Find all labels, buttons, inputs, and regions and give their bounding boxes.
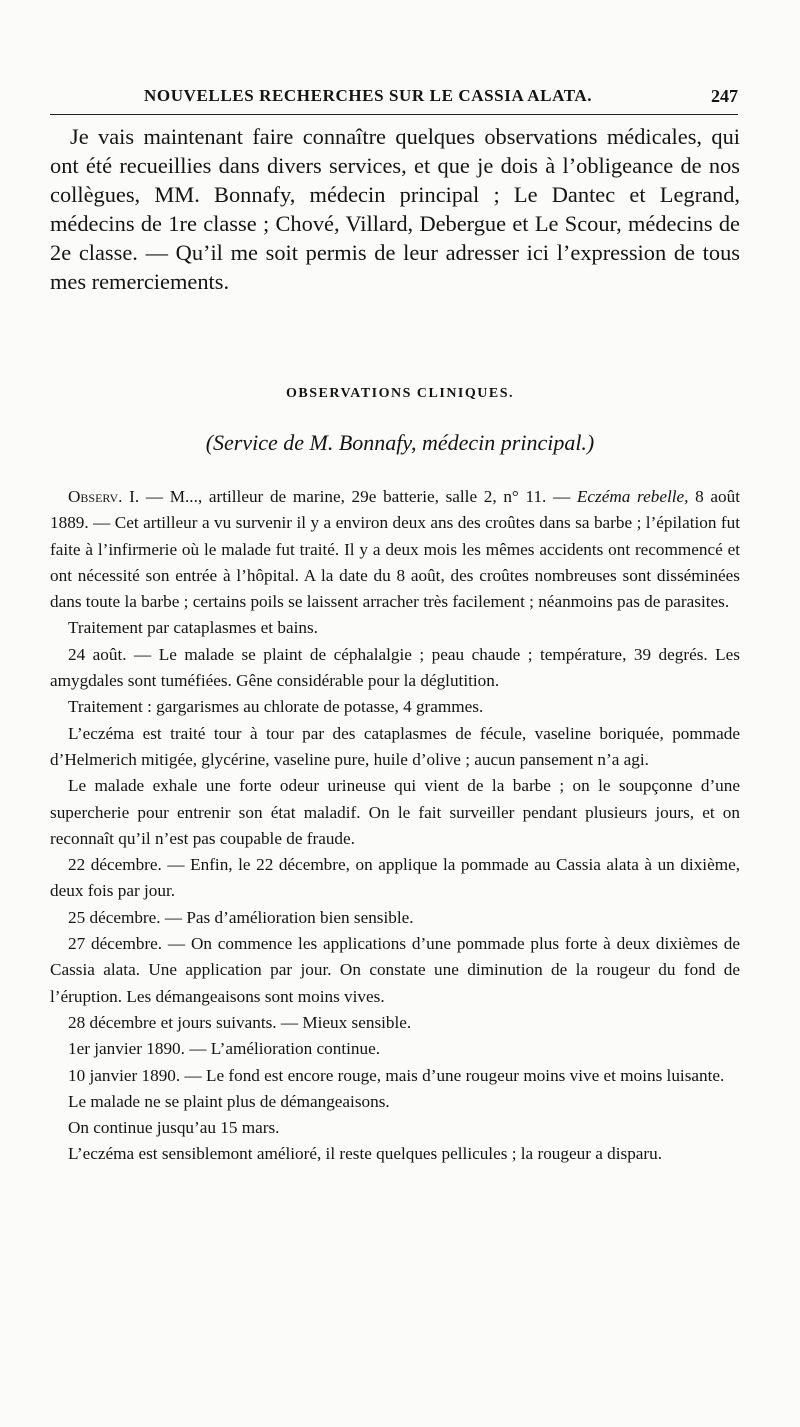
paragraph-10: 1er janvier 1890. — L’amélioration continue. <box>68 1039 380 1059</box>
paragraph-4: L’eczéma est traité tour à tour par des cataplasmes de fécule, vaseline boriquée, pommade d’Helmerich mitigée, glycérine, vaseline pure, huile d’olive ; aucun pansement n’a agi. <box>50 723 740 769</box>
intro-paragraph <box>50 122 740 296</box>
paragraph-7: 25 décembre. — Pas d’amélioration bien sensible. <box>68 907 414 927</box>
paragraph-6: 22 décembre. — Enfin, le 22 décembre, on applique la pommade au Cassia alata à un dixième, deux fois par jour. <box>50 855 740 901</box>
paragraph-12: Le malade ne se plaint plus de démangeaisons. <box>68 1091 390 1111</box>
paragraph-3: Traitement : gargarismes au chlorate de potasse, 4 grammes. <box>68 697 484 717</box>
running-header <box>50 84 738 115</box>
paragraph-9: 28 décembre et jours suivants. — Mieux sensible. <box>68 1012 412 1032</box>
page-number: 247 <box>711 86 738 106</box>
paragraph-14: L’eczéma est sensiblemont amélioré, il reste quelques pellicules ; la rougeur a disparu. <box>68 1144 663 1164</box>
observation-diagnosis: Eczéma rebelle, <box>576 487 689 506</box>
paragraph-11: 10 janvier 1890. — Le fond est encore rouge, mais d’une rougeur moins vive et moins luisante. <box>68 1065 725 1085</box>
observation-opening <box>50 484 740 615</box>
paragraph-8: 27 décembre. — On commence les applications d’une pommade plus forte à deux dixièmes de Cassia alata. Une application par jour. On constate une diminution de la rougeur du fond de l’éruption. Les démangeaisons sont moins vives. <box>50 934 740 1006</box>
paragraph-5: Le malade exhale une forte odeur urineuse qui vient de la barbe ; on le soupçonne d’une supercherie pour entrenir son état maladif. On le fait surveiller pendant plusieurs jours, et on reconnaît qu’il n’est pas coupable de fraude. <box>50 776 740 848</box>
section-title: OBSERVATIONS CLINIQUES. <box>286 386 514 401</box>
service-heading: (Service de M. Bonnafy, médecin principal.) <box>205 430 595 455</box>
observation-text: 8 août 1889. — Cet artilleur a vu survenir il y a environ deux ans des croûtes dans sa barbe ; l’épilation fut faite à l’infirmerie où le malade fut traité. Il y a deux mois les mêmes accidents ont recommencé et ont nécessité son entrée à l’hôpital. A la date du 8 août, des croûtes nombreuses sont disséminées dans toute la barbe ; certains poils se laissent arracher très facilement ; néanmoins pas de parasites. <box>50 487 740 612</box>
paragraph-2: 24 août. — Le malade se plaint de céphalalgie ; peau chaude ; température, 39 degrés. Les amygdales sont tuméfiées. Gêne considérable pour la déglutition. <box>50 644 740 691</box>
paragraph-13: On continue jusqu’au 15 mars. <box>68 1118 280 1138</box>
paragraph-1: Traitement par cataplasmes et bains. <box>68 618 318 638</box>
observation-patient: — M..., artilleur de marine, 29e batterie, salle 2, n° 11. — <box>145 487 571 506</box>
running-title: NOUVELLES RECHERCHES SUR LE CASSIA ALATA. <box>144 86 593 105</box>
intro-text: Je vais maintenant faire connaître quelques observations médicales, qui ont été recueillies dans divers services, et que je dois à l’obligeance de nos collègues, MM. Bonnafy, médecin principal ; Le Dantec et Legrand, médecins de 1re classe ; Chové, Villard, Debergue et Le Scour, médecins de 2e classe. — Qu’il me soit permis de leur adresser ici l’expression de tous mes remerciements. <box>50 124 740 294</box>
observation-label: Observ. I. <box>68 487 140 506</box>
observation-body <box>50 484 740 1168</box>
